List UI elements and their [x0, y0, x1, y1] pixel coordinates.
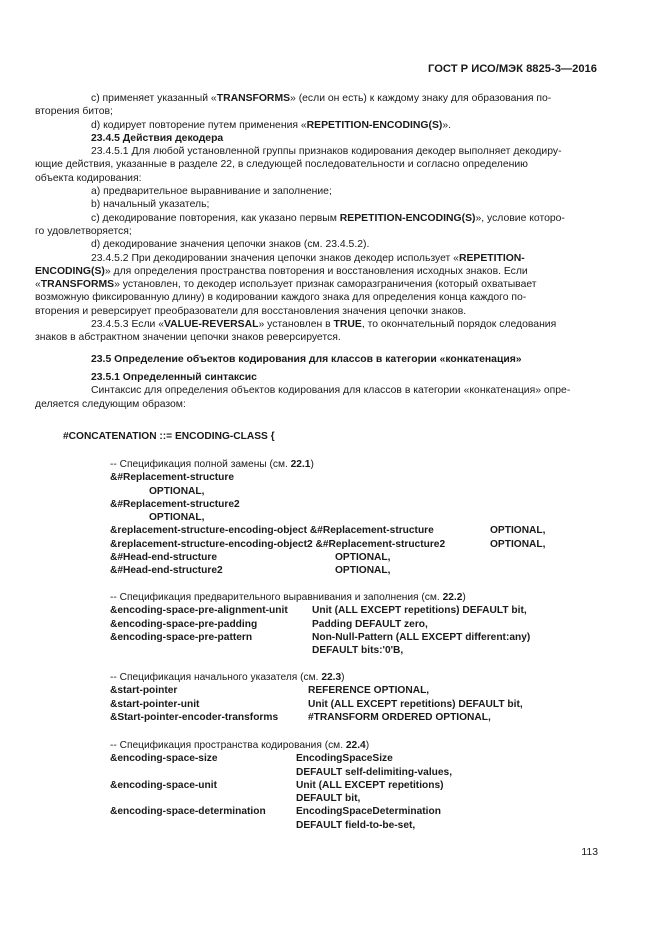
list-item-c: c) декодирование повторения, как указано первым REPETITION-ENCODING(S)», условие которо- го удовлетворяется; — [35, 212, 565, 237]
code-block — [63, 430, 603, 443]
code-block-encodingspace — [110, 739, 650, 832]
code-line: DEFAULT bit, — [296, 793, 361, 805]
code-line: &replacement-structure-encoding-object &#Replacement-structure OPTIONAL, — [110, 525, 546, 537]
code-line: &encoding-space-pre-alignment-unit Unit (ALL EXCEPT repetitions) DEFAULT bit, — [110, 605, 527, 617]
list-item-d: d) декодирование значения цепочки знаков (см. 23.4.5.2). — [91, 239, 370, 251]
code-line: &encoding-space-unit Unit (ALL EXCEPT repetitions) — [110, 779, 444, 791]
comment-encodingspace: -- Спецификация пространства кодирования (см. 22.4) — [110, 740, 370, 751]
code-line: &Start-pointer-encoder-transforms #TRANSFORM ORDERED OPTIONAL, — [110, 711, 491, 723]
code-line: &start-pointer REFERENCE OPTIONAL, — [110, 685, 430, 697]
item-d: d) кодирует повторение путем применения «REPETITION-ENCODING(S)». — [91, 119, 452, 131]
item-c: c) применяет указанный «TRANSFORMS» (если он есть) к каждому знаку для образования по- вторения битов; — [35, 93, 552, 118]
comment-prealignment: -- Спецификация предварительного выравнивания и заполнения (см. 22.2) — [110, 592, 466, 603]
code-line: &#Head-end-structure2 OPTIONAL, — [110, 565, 391, 577]
code-line: DEFAULT field-to-be-set, — [296, 819, 416, 831]
section-heading-23-5-1: 23.5.1 Определенный синтаксис — [91, 371, 257, 383]
list-item-a: a) предварительное выравнивание и заполнение; — [91, 186, 332, 198]
code-block-prealignment — [110, 591, 650, 657]
page-number: 113 — [581, 847, 598, 858]
code-line: DEFAULT bits:'0'B, — [312, 645, 404, 657]
standard-header: ГОСТ Р ИСО/МЭК 8825-3—2016 — [428, 63, 597, 75]
code-line: DEFAULT self-delimiting-values, — [296, 766, 453, 778]
code-line: &#Replacement-structure — [110, 472, 234, 484]
list-item-b: b) начальный указатель; — [91, 199, 210, 211]
paragraph-23-4-5-2: 23.4.5.2 При декодировании значения цепочки знаков декодер использует «REPETITION- ENCODING(S)» для определения пространства повторения и восстановления исходных знаков. Если «TRANSFORMS» установлен, то декодер использует признак саморазграничения (который охватывает возможную фиксированную длину) в кодировании каждого знака для определения конца каждого по- вторения и реверсирует преобразователи для восстановления значения цепочки знаков. — [35, 252, 537, 317]
paragraph-23-4-5-3: 23.4.5.3 Если «VALUE-REVERSAL» установлен в TRUE, то окончательный порядок следования знаков в абстрактном значении цепочки знаков реверсируется. — [35, 319, 557, 344]
paragraph-23-5-1: Синтаксис для определения объектов кодирования для классов в категории «конкатенация» опре- деляется следующим образом: — [35, 385, 571, 410]
section-heading-23-4-5: 23.4.5 Действия декодера — [91, 132, 224, 144]
code-line: OPTIONAL, — [149, 485, 205, 497]
code-head: #CONCATENATION ::= ENCODING-CLASS { — [63, 431, 275, 442]
code-line: &encoding-space-pre-pattern Non-Null-Pattern (ALL EXCEPT different:any) — [110, 631, 531, 643]
code-line: &encoding-space-determination EncodingSpaceDetermination — [110, 806, 441, 818]
code-block-replacement — [110, 458, 650, 578]
section-heading-23-5: 23.5 Определение объектов кодирования для классов в категории «конкатенация» — [91, 353, 522, 365]
body-text — [35, 92, 598, 411]
code-line: &encoding-space-size EncodingSpaceSize — [110, 753, 393, 765]
code-line: &replacement-structure-encoding-object2 &#Replacement-structure2 OPTIONAL, — [110, 538, 546, 550]
comment-replacement: -- Спецификация полной замены (см. 22.1) — [110, 459, 314, 470]
code-line: &#Replacement-structure2 — [110, 498, 240, 510]
code-line: &#Head-end-structure OPTIONAL, — [110, 552, 391, 564]
transforms-term: TRANSFORMS — [216, 93, 291, 104]
code-line: OPTIONAL, — [149, 512, 205, 524]
code-block-startpointer — [110, 671, 650, 724]
code-line: &encoding-space-pre-padding Padding DEFAULT zero, — [110, 618, 428, 630]
comment-startpointer: -- Спецификация начального указателя (см. 22.3) — [110, 672, 345, 683]
paragraph-23-4-5-1: 23.4.5.1 Для любой установленной группы признаков кодирования декодер выполняет декодиру- ющие действия, указанные в разделе 22, в следующей последовательности и согласно определению объекта кодирования: — [35, 146, 562, 184]
code-line: &start-pointer-unit Unit (ALL EXCEPT repetitions) DEFAULT bit, — [110, 698, 523, 710]
